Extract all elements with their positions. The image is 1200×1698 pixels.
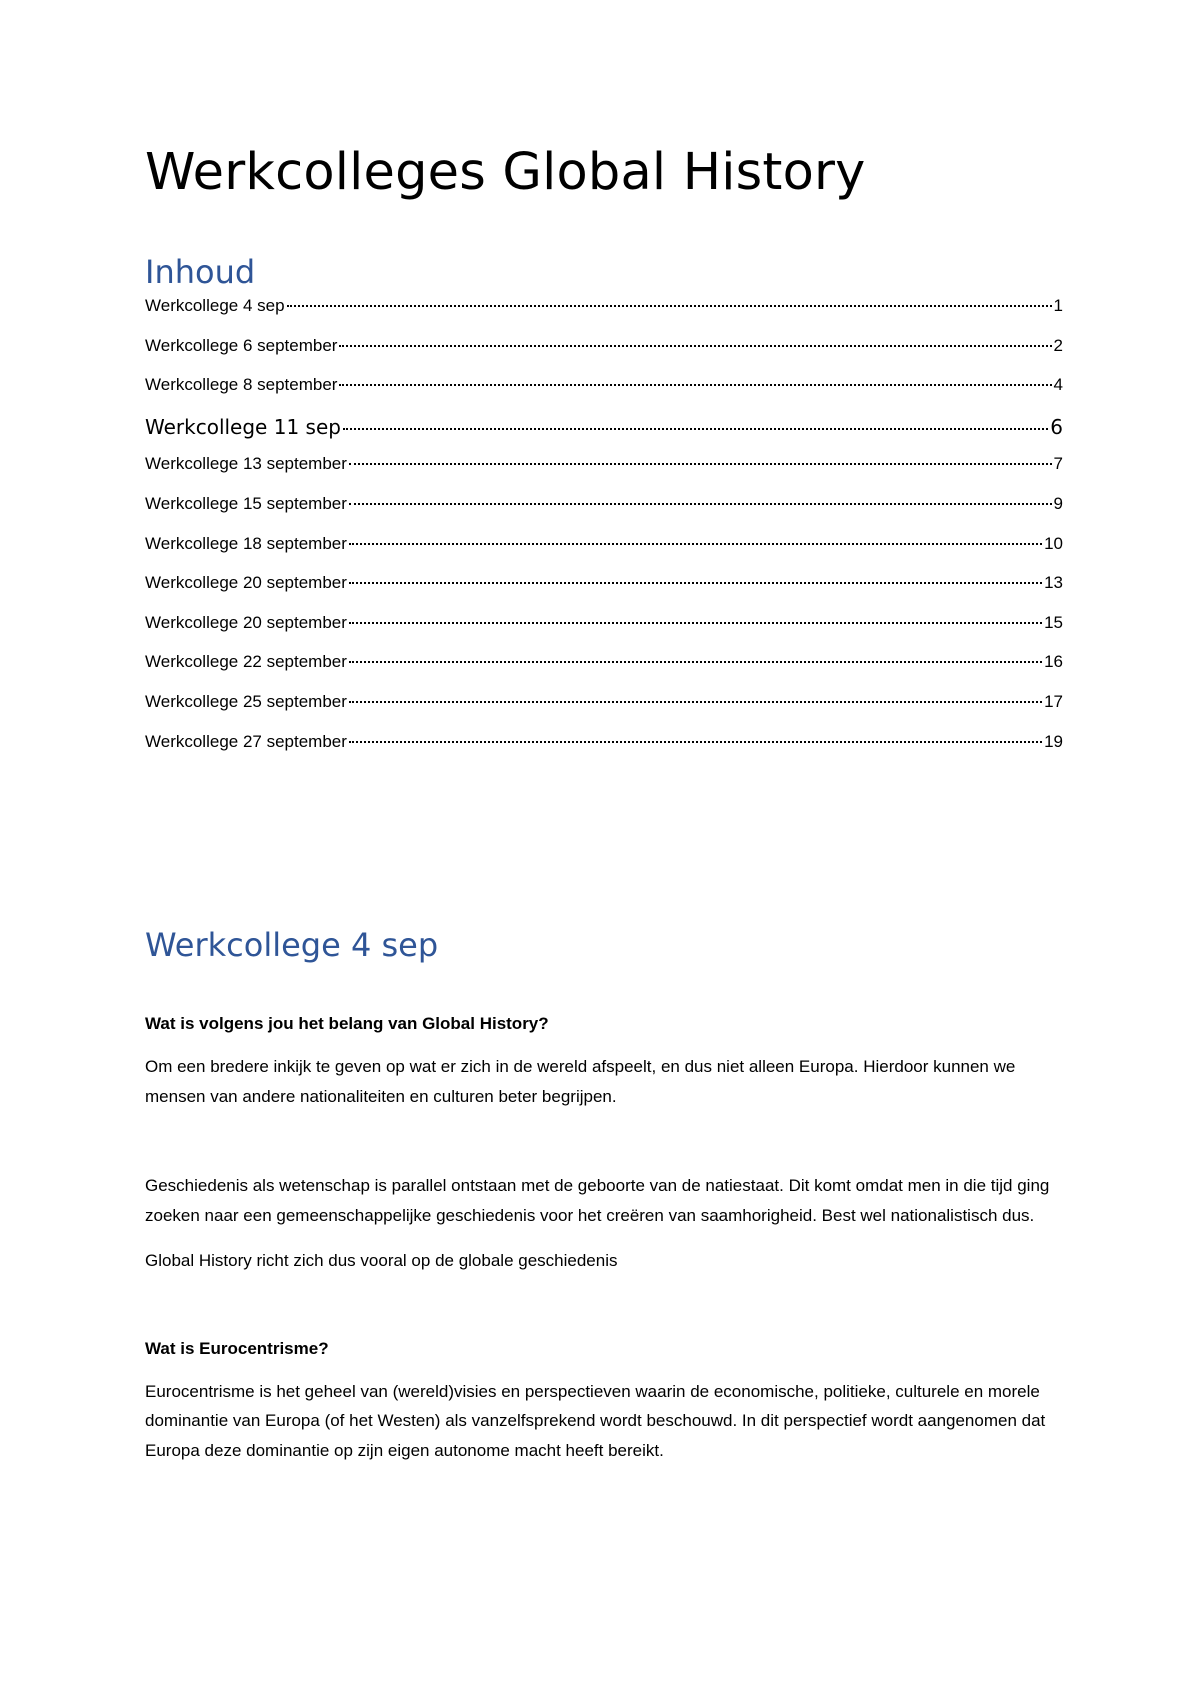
toc-entry[interactable]: [145, 454, 1063, 494]
toc-entry-page: 16: [1044, 652, 1063, 672]
toc-entry-label: Werkcollege 4 sep: [145, 296, 285, 315]
toc-entry-label: Werkcollege 6 september: [145, 335, 338, 355]
answer-paragraph: Eurocentrisme is het geheel van (wereld)visies en perspectieven waarin de economische, politieke, culturele en morele dominantie van Europa (of het Westen) als vanzelfsprekend wordt beschouwd. In dit perspectief wordt aangenomen dat Europa deze dominantie op zijn eigen autonome macht heeft bereikt.: [145, 1381, 1046, 1460]
toc-entry[interactable]: [145, 573, 1063, 613]
toc-entry-page: 15: [1044, 612, 1063, 632]
question-heading: Wat is volgens jou het belang van Global History?: [145, 1014, 549, 1034]
toc-entry-page: 19: [1044, 731, 1063, 751]
toc-entry-page: 7: [1053, 454, 1063, 474]
page-content: [145, 140, 1063, 1465]
toc-entry[interactable]: [145, 692, 1063, 732]
table-of-contents: [145, 296, 1063, 771]
toc-entry-page: 6: [1050, 414, 1063, 439]
toc-entry[interactable]: [145, 534, 1063, 574]
document-title: Werkcolleges Global History: [145, 143, 866, 202]
answer-paragraph: Om een bredere inkijk te geven op wat er zich in de wereld afspeelt, en dus niet alleen Europa. Hierdoor kunnen we mensen van andere nationaliteiten en culturen beter begrijpen.: [145, 1057, 1016, 1106]
toc-leader-dots: [349, 622, 1042, 624]
toc-entry-page: 2: [1053, 335, 1063, 355]
toc-entry-label: Werkcollege 22 september: [145, 652, 347, 672]
toc-leader-dots: [343, 428, 1048, 430]
toc-entry[interactable]: [145, 375, 1063, 415]
toc-entry-page: 4: [1053, 375, 1063, 395]
toc-leader-dots: [349, 503, 1052, 505]
section-heading: Werkcollege 4 sep: [145, 926, 439, 965]
toc-entry[interactable]: [145, 494, 1063, 534]
toc-leader-dots: [349, 701, 1042, 703]
toc-entry-label: Werkcollege 25 september: [145, 691, 347, 711]
toc-leader-dots: [349, 661, 1042, 663]
toc-entry[interactable]: [145, 296, 1063, 336]
question-heading: Wat is Eurocentrisme?: [145, 1338, 329, 1358]
toc-entry[interactable]: [145, 415, 1063, 455]
toc-entry-label: Werkcollege 11 sep: [145, 414, 341, 439]
toc-entry-page: 17: [1044, 691, 1063, 711]
toc-entry-page: 9: [1053, 493, 1063, 513]
toc-entry-label: Werkcollege 20 september: [145, 612, 347, 632]
toc-entry-page: 10: [1044, 533, 1063, 553]
toc-heading: Inhoud: [145, 253, 256, 291]
toc-leader-dots: [349, 543, 1042, 545]
toc-leader-dots: [339, 345, 1051, 347]
toc-leader-dots: [349, 741, 1042, 743]
body-paragraph: Geschiedenis als wetenschap is parallel ontstaan met de geboorte van de natiestaat. Dit komt omdat men in die tijd ging zoeken naar een gemeenschappelijke geschiedenis voor het creëren van saamhorigheid. Best wel nationalistisch dus.: [145, 1176, 1050, 1225]
toc-entry-label: Werkcollege 15 september: [145, 493, 347, 513]
toc-entry[interactable]: [145, 732, 1063, 772]
toc-entry-page: 13: [1044, 573, 1063, 593]
toc-entry-label: Werkcollege 18 september: [145, 533, 347, 553]
body-paragraph: Global History richt zich dus vooral op de globale geschiedenis: [145, 1251, 618, 1271]
toc-leader-dots: [339, 384, 1051, 386]
toc-entry-label: Werkcollege 13 september: [145, 454, 347, 474]
toc-entry-label: Werkcollege 8 september: [145, 375, 338, 395]
toc-leader-dots: [287, 305, 1052, 307]
toc-leader-dots: [349, 582, 1042, 584]
toc-entry[interactable]: [145, 336, 1063, 376]
toc-entry-label: Werkcollege 20 september: [145, 573, 347, 593]
toc-entry[interactable]: [145, 652, 1063, 692]
toc-entry[interactable]: [145, 613, 1063, 653]
toc-entry-label: Werkcollege 27 september: [145, 731, 347, 751]
toc-leader-dots: [349, 463, 1052, 465]
toc-entry-page: 1: [1053, 296, 1063, 315]
